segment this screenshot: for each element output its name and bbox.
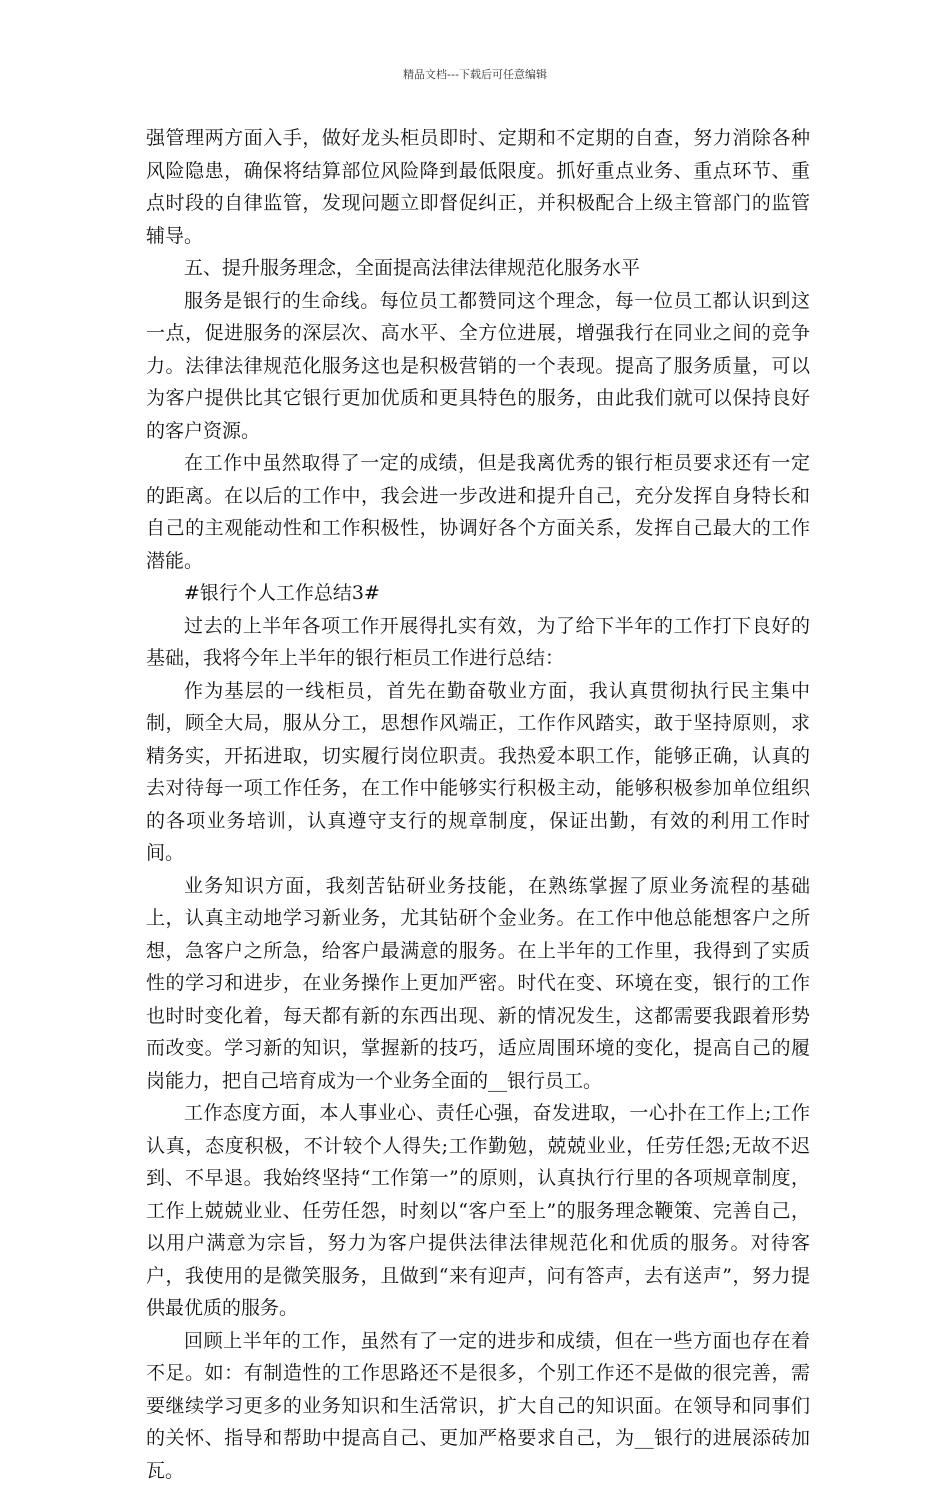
- paragraph-7: 作为基层的一线柜员，首先在勤奋敬业方面，我认真贯彻执行民主集中制，顾全大局，服从分工，思想作风端正，工作作风踏实，敢于坚持原则，求精务实，开拓进取，切实履行岗位职责。我热爱本职工作，能够正确，认真的去对待每一项工作任务，在工作中能够实行积极主动，能够积极参加单位组织的各项业务培训，认真遵守支行的规章制度，保证出勤，有效的利用工作时间。: [146, 675, 810, 870]
- paragraph-8: 业务知识方面，我刻苦钻研业务技能，在熟练掌握了原业务流程的基础上，认真主动地学习新业务，尤其钻研个金业务。在工作中他总能想客户之所想，急客户之所急，给客户最满意的服务。在上半年的工作里，我得到了实质性的学习和进步，在业务操作上更加严密。时代在变、环境在变，银行的工作也时时变化着，每天都有新的东西出现、新的情况发生，这都需要我跟着形势而改变。学习新的知识，掌握新的技巧，适应周围环境的变化，提高自己的履岗能力，把自己培育成为一个业务全面的__银行员工。: [146, 870, 810, 1098]
- summary-title: #银行个人工作总结3#: [146, 577, 810, 610]
- document-body: [146, 122, 810, 1487]
- paragraph-10: 回顾上半年的工作，虽然有了一定的进步和成绩，但在一些方面也存在着不足。如：有制造性的工作思路还不是很多，个别工作还不是做的很完善，需要继续学习更多的业务知识和生活常识，扩大自己的知识面。在领导和同事们的关怀、指导和帮助中提高自己、更加严格要求自己，为__银行的进展添砖加瓦。: [146, 1325, 810, 1487]
- paragraph-4: 在工作中虽然取得了一定的成绩，但是我离优秀的银行柜员要求还有一定的距离。在以后的工作中，我会进一步改进和提升自己，充分发挥自身特长和自己的主观能动性和工作积极性，协调好各个方面关系，发挥自己最大的工作潜能。: [146, 447, 810, 577]
- paragraph-1: 强管理两方面入手，做好龙头柜员即时、定期和不定期的自查，努力消除各种风险隐患，确保将结算部位风险降到最低限度。抓好重点业务、重点环节、重点时段的自律监管，发现问题立即督促纠正，并积极配合上级主管部门的监管辅导。: [146, 122, 810, 252]
- page-header: 精品文档---下载后可任意编辑: [0, 66, 950, 82]
- paragraph-3: 服务是银行的生命线。每位员工都赞同这个理念，每一位员工都认识到这一点，促进服务的深层次、高水平、全方位进展，增强我行在同业之间的竞争力。法律法律规范化服务这也是积极营销的一个表现。提高了服务质量，可以为客户提供比其它银行更加优质和更具特色的服务，由此我们就可以保持良好的客户资源。: [146, 285, 810, 448]
- section-heading: 五、提升服务理念，全面提高法律法律规范化服务水平: [146, 252, 810, 285]
- paragraph-9: 工作态度方面，本人事业心、责任心强，奋发进取，一心扑在工作上;工作认真，态度积极，不计较个人得失;工作勤勉，兢兢业业，任劳任怨;无故不迟到、不早退。我始终坚持“工作第一”的原则，认真执行行里的各项规章制度，工作上兢兢业业、任劳任怨，时刻以“客户至上”的服务理念鞭策、完善自己，以用户满意为宗旨，努力为客户提供法律法律规范化和优质的服务。对待客户，我使用的是微笑服务，且做到“来有迎声，问有答声，去有送声”，努力提供最优质的服务。: [146, 1097, 810, 1325]
- paragraph-6: 过去的上半年各项工作开展得扎实有效，为了给下半年的工作打下良好的基础，我将今年上半年的银行柜员工作进行总结：: [146, 610, 810, 675]
